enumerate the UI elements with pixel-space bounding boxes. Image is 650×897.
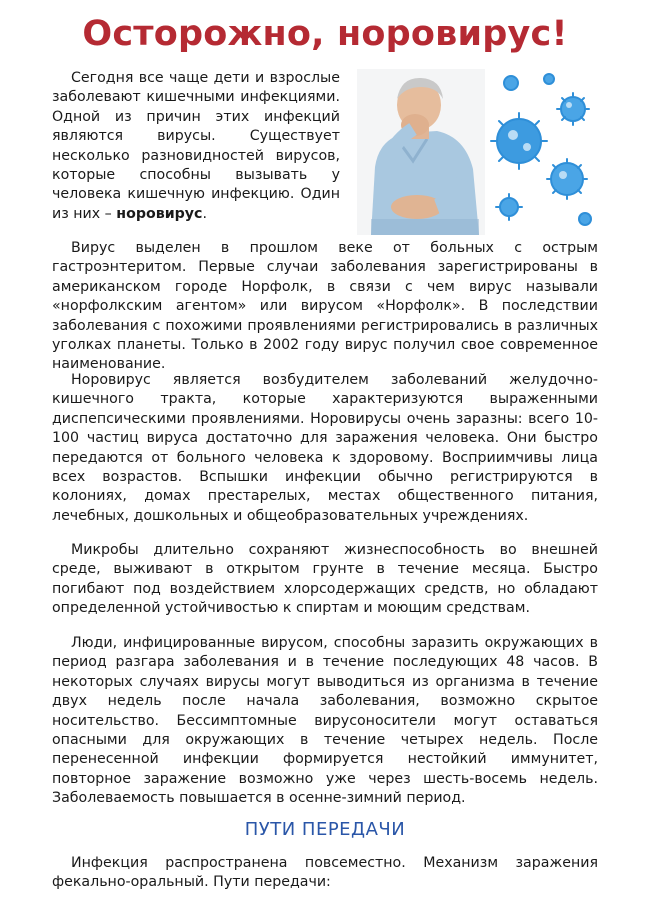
man-stomach-ache-image — [357, 69, 485, 235]
paragraph-survival: Микробы длительно сохраняют жизнеспособность во внешней среде, выживают в открытом грунте в течение месяца. Быстро погибают под воздействием хлорсодержащих средств, но обладают определенной устойчивостью к спиртам и моющим средствам. — [52, 542, 598, 617]
page-title: Осторожно, норовирус! — [82, 14, 568, 54]
section-heading-transmission: ПУТИ ПЕРЕДАЧИ — [244, 819, 406, 840]
paragraph-contagion: Люди, инфицированные вирусом, способны заразить окружающих в период разгара заболевания и в течение последующих 48 часов. В некоторых случаях вирусы могут выводиться из организма в течение двух недель после начала заболевания, возможно скрытое носительство. Бессимптомные вирусоносители могут оставаться опасными для окружающих в течение четырех недель. После перенесенной инфекции формируется нестойкий иммунитет, повторное заражение возможно уже через шесть-восемь недель. Заболеваемость повышается в осенне-зимний период. — [52, 635, 598, 807]
intro-bold-word: норовирус — [116, 205, 203, 222]
intro-text: Сегодня все чаще дети и взрослые заболевают кишечными инфекциями. Одной из причин этих инфекций являются вирусы. Существует несколько разновидностей вирусов, которые способны вызывать у человека кишечную инфекцию. Один из них – — [52, 70, 340, 222]
paragraph-pathogen: Норовирус является возбудителем заболеваний желудочно-кишечного тракта, которые характеризуются выраженными диспепсическими проявлениями. Норовирусы очень заразны: всего 10-100 частиц вируса достаточно для заражения человека. Они быстро передаются от больного человека к здоровому. Восприимчивы лица всех возрастов. Вспышки инфекции обычно регистрируются в колониях, домах престарелых, местах общественного питания, лечебных, дошкольных и общеобразовательных учреждениях. — [52, 372, 598, 524]
virus-illustration — [489, 69, 600, 235]
paragraph-transmission: Инфекция распространена повсеместно. Механизм заражения фекально-оральный. Пути передачи: — [52, 855, 598, 891]
paragraph-history: Вирус выделен в прошлом веке от больных с острым гастроэнтеритом. Первые случаи заболевания зарегистрированы в американском городе Норфолк, в связи с чем вирус называли «норфолкским агентом» или вирусом «Норфолк». В последствии заболевания с похожими проявлениями регистрировались в различных уголках планеты. Только в 2002 году вирус получил свое современное наименование. — [52, 240, 598, 373]
intro-paragraph — [52, 69, 340, 224]
intro-text-end: . — [202, 205, 207, 222]
